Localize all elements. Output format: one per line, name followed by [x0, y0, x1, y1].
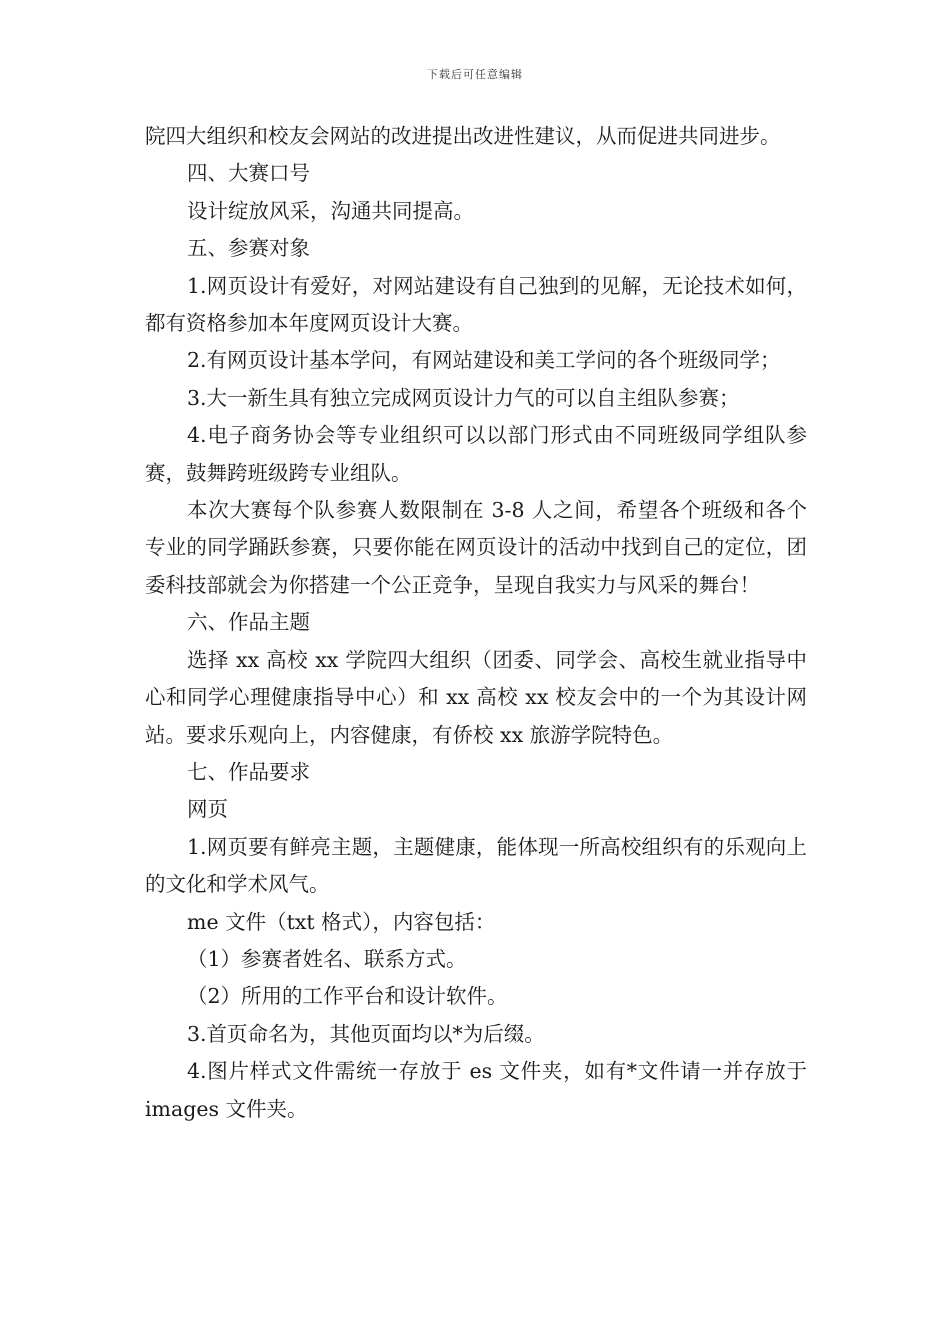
section-heading: 七、作品要求	[187, 759, 310, 784]
paragraph: 本次大赛每个队参赛人数限制在 3-8 人之间，希望各个班级和各个专业的同学踊跃参赛，只要你能在网页设计的活动中找到自己的定位，团委科技部就会为你搭建一个公正竞争，呈现自我实力与风采的舞台！	[145, 498, 807, 597]
list-item: 1.网页要有鲜亮主题，主题健康，能体现一所高校组织有的乐观向上的文化和学术风气。	[145, 834, 807, 897]
list-item: 2.有网页设计基本学问，有网站建设和美工学问的各个班级同学；	[187, 348, 781, 373]
list-item: 4.图片样式文件需统一存放于 es 文件夹，如有*文件请一并存放于 images 文件夹。	[145, 1059, 807, 1121]
list-item: 1.网页设计有爱好，对网站建设有自己独到的见解，无论技术如何，都有资格参加本年度网页设计大赛。	[145, 273, 807, 336]
paragraph: 院四大组织和校友会网站的改进提出改进性建议，从而促进共同进步。	[145, 124, 781, 148]
section-heading: 四、大赛口号	[187, 161, 310, 186]
section-heading: 五、参赛对象	[187, 236, 310, 261]
list-item: 3.首页命名为，其他页面均以*为后缀。	[187, 1021, 545, 1046]
paragraph: 选择 xx 高校 xx 学院四大组织（团委、同学会、高校生就业指导中心和同学心理健康指导中心）和 xx 高校 xx 校友会中的一个为其设计网站。要求乐观向上，内容健康，有侨校 xx 旅游学院特色。	[145, 647, 807, 747]
page-header: 下载后可任意编辑	[427, 68, 523, 81]
document-body	[145, 118, 807, 1128]
paragraph: me 文件（txt 格式），内容包括：	[187, 909, 496, 934]
list-item: （2）所用的工作平台和设计软件。	[187, 984, 508, 1009]
section-heading: 六、作品主题	[187, 610, 310, 635]
list-item: 4.电子商务协会等专业组织可以以部门形式由不同班级同学组队参赛，鼓舞跨班级跨专业组队。	[145, 423, 807, 485]
list-item: 3.大一新生具有独立完成网页设计力气的可以自主组队参赛；	[187, 385, 740, 410]
paragraph: 设计绽放风采，沟通共同提高。	[187, 198, 474, 223]
list-item: （1）参赛者姓名、联系方式。	[187, 946, 467, 971]
subheading: 网页	[187, 797, 228, 822]
